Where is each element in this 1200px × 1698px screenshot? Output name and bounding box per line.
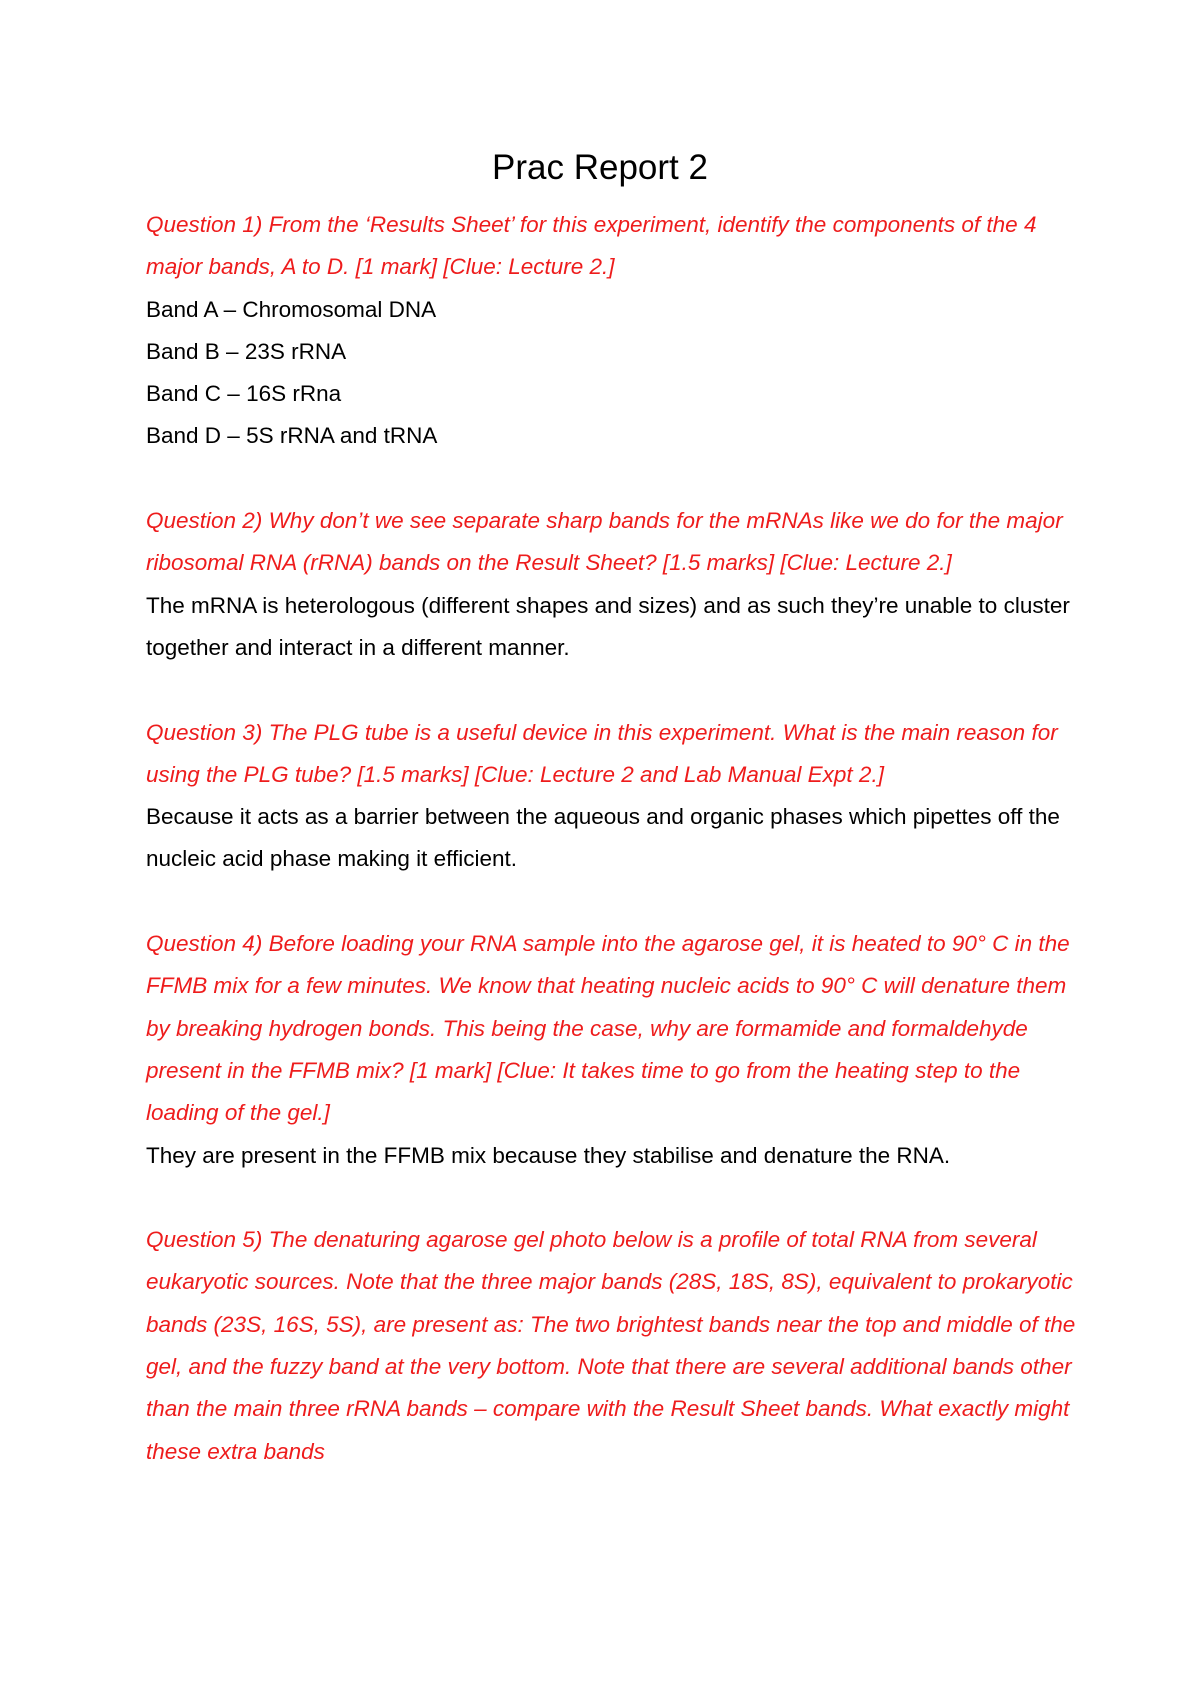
- question-5-text: Question 5) The denaturing agarose gel photo below is a profile of total RNA from several eukaryotic sources. Note that the three major bands (28S, 18S, 8S), equivalent to prokaryotic bands (23S, 16S, 5S), are present as: The two brightest bands near the top and middle of the gel, and the fuzzy band at the very bottom. Note that there are several additional bands other than the main three rRNA bands – compare with the Result Sheet bands. What exactly might these extra bands: [146, 1227, 1076, 1464]
- answer-2-text: The mRNA is heterologous (different shapes and sizes) and as such they’re unable to cluster together and interact in a different manner.: [146, 592, 1070, 660]
- question-section-5: [146, 1219, 1076, 1473]
- answer-band-d: Band D – 5S rRNA and tRNA: [146, 423, 438, 449]
- question-section-1: [146, 204, 1076, 458]
- question-section-3: [146, 712, 1076, 881]
- question-section-4: [146, 923, 1076, 1177]
- question-1-text: Question 1) From the ‘Results Sheet’ for this experiment, identify the components of the 4 major bands, A to D. [1 mark] [Clue: Lecture 2.]: [146, 212, 1037, 280]
- question-4-text: Question 4) Before loading your RNA sample into the agarose gel, it is heated to 90° C in the FFMB mix for a few minutes. We know that heating nucleic acids to 90° C will denature them by breaking hydrogen bonds. This being the case, why are formamide and formaldehyde present in the FFMB mix? [1 mark] [Clue: It takes time to go from the heating step to the loading of the gel.]: [146, 931, 1070, 1126]
- answer-band-a: Band A – Chromosomal DNA: [146, 296, 437, 322]
- section-spacer: [146, 458, 1076, 500]
- question-3-text: Question 3) The PLG tube is a useful device in this experiment. What is the main reason for using the PLG tube? [1.5 marks] [Clue: Lecture 2 and Lab Manual Expt 2.]: [146, 719, 1058, 787]
- section-spacer: [146, 881, 1076, 923]
- document-title: Prac Report 2: [492, 148, 708, 187]
- answer-4-text: They are present in the FFMB mix because they stabilise and denature the RNA.: [146, 1142, 951, 1168]
- answer-band-b: Band B – 23S rRNA: [146, 338, 347, 364]
- answer-band-c: Band C – 16S rRna: [146, 381, 342, 407]
- question-section-2: [146, 500, 1076, 669]
- document-body: [146, 204, 1076, 1473]
- answer-3-text: Because it acts as a barrier between the aqueous and organic phases which pipettes off the nucleic acid phase making it efficient.: [146, 804, 1060, 872]
- section-spacer: [146, 669, 1076, 711]
- question-2-text: Question 2) Why don’t we see separate sharp bands for the mRNAs like we do for the major ribosomal RNA (rRNA) bands on the Result Sheet? [1.5 marks] [Clue: Lecture 2.]: [146, 508, 1063, 576]
- section-spacer: [146, 1177, 1076, 1219]
